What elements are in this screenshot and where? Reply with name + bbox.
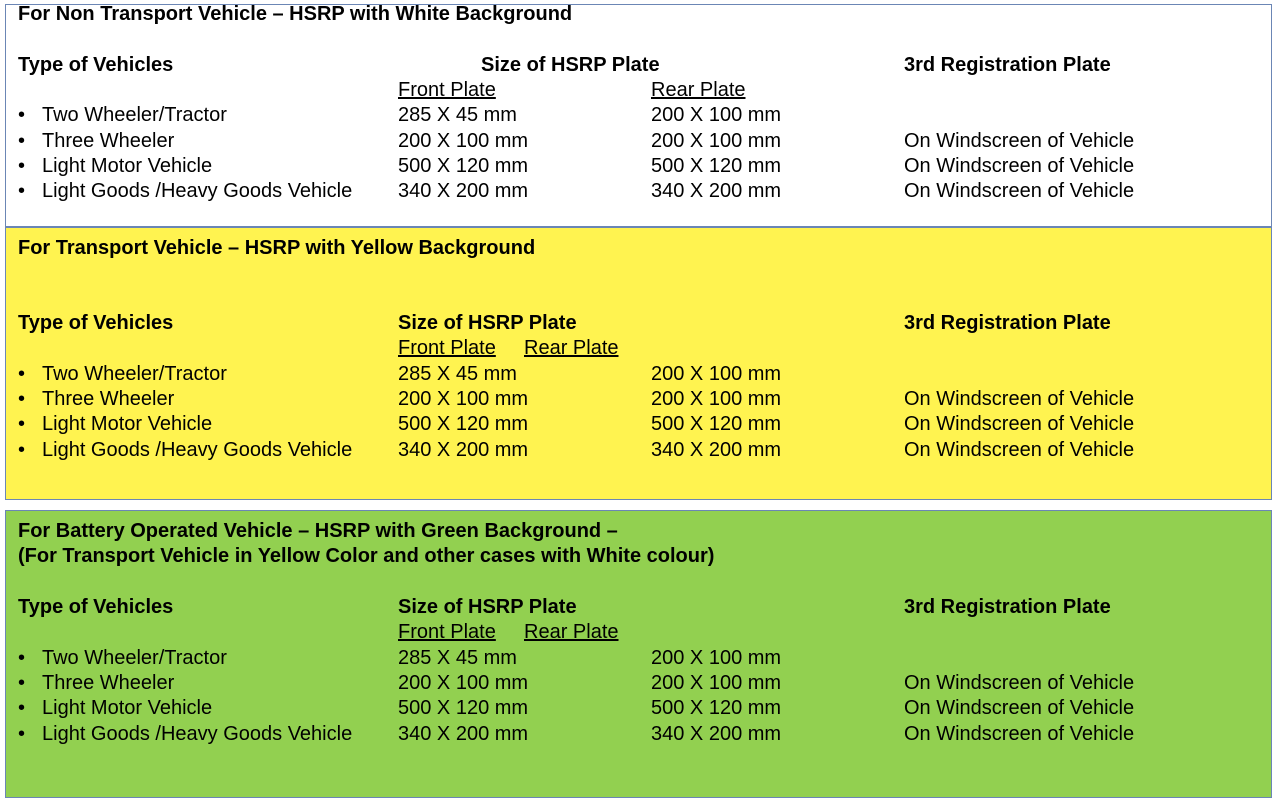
header-3rd-registration-plate: 3rd Registration Plate (904, 54, 1111, 76)
rear-plate-size: 340 X 200 mm (651, 180, 782, 202)
rear-plate-size: 200 X 100 mm (651, 130, 782, 152)
header-size-of-hsrp-plate: Size of HSRP Plate (398, 596, 577, 618)
bullet: • (18, 697, 26, 719)
front-plate-size: 285 X 45 mm (398, 363, 517, 385)
vehicle-type: Light Motor Vehicle (42, 413, 213, 435)
bullet: • (18, 388, 26, 410)
header-size-of-hsrp-plate: Size of HSRP Plate (398, 312, 577, 334)
rear-plate-size: 200 X 100 mm (651, 363, 782, 385)
third-plate: On Windscreen of Vehicle (904, 388, 1135, 410)
vehicle-type: Two Wheeler/Tractor (42, 363, 227, 385)
third-plate: On Windscreen of Vehicle (904, 439, 1135, 461)
front-plate-size: 200 X 100 mm (398, 130, 529, 152)
vehicle-type: Three Wheeler (42, 130, 175, 152)
rear-plate-size: 340 X 200 mm (651, 439, 782, 461)
rear-plate-size: 200 X 100 mm (651, 104, 782, 126)
front-plate-size: 500 X 120 mm (398, 155, 529, 177)
header-type-of-vehicles: Type of Vehicles (18, 596, 174, 618)
subheader-front-plate: Front Plate (398, 79, 496, 101)
third-plate: On Windscreen of Vehicle (904, 723, 1135, 745)
third-plate: On Windscreen of Vehicle (904, 697, 1135, 719)
rear-plate-size: 500 X 120 mm (651, 155, 782, 177)
rear-plate-size: 500 X 120 mm (651, 413, 782, 435)
header-size-of-hsrp-plate: Size of HSRP Plate (481, 54, 660, 76)
vehicle-type: Light Motor Vehicle (42, 697, 213, 719)
vehicle-type: Light Goods /Heavy Goods Vehicle (42, 180, 353, 202)
header-type-of-vehicles: Type of Vehicles (18, 312, 174, 334)
rear-plate-size: 340 X 200 mm (651, 723, 782, 745)
bullet: • (18, 180, 26, 202)
subheader-rear-plate: Rear Plate (524, 337, 619, 359)
bullet: • (18, 363, 26, 385)
bullet: • (18, 439, 26, 461)
vehicle-type: Two Wheeler/Tractor (42, 104, 227, 126)
front-plate-size: 285 X 45 mm (398, 104, 517, 126)
section-yellow-background (5, 227, 1272, 500)
front-plate-size: 340 X 200 mm (398, 723, 529, 745)
bullet: • (18, 413, 26, 435)
subheader-front-plate: Front Plate (398, 621, 496, 643)
front-plate-size: 500 X 120 mm (398, 413, 529, 435)
vehicle-type: Light Goods /Heavy Goods Vehicle (42, 439, 353, 461)
third-plate: On Windscreen of Vehicle (904, 155, 1135, 177)
vehicle-type: Three Wheeler (42, 388, 175, 410)
bullet: • (18, 104, 26, 126)
vehicle-type: Light Motor Vehicle (42, 155, 213, 177)
header-3rd-registration-plate: 3rd Registration Plate (904, 596, 1111, 618)
subheader-front-plate: Front Plate (398, 337, 496, 359)
section-title: For Battery Operated Vehicle – HSRP with Green Background – (18, 520, 618, 542)
vehicle-type: Two Wheeler/Tractor (42, 647, 227, 669)
vehicle-type: Three Wheeler (42, 672, 175, 694)
third-plate: On Windscreen of Vehicle (904, 130, 1135, 152)
section-green-background (5, 510, 1272, 798)
vehicle-type: Light Goods /Heavy Goods Vehicle (42, 723, 353, 745)
front-plate-size: 200 X 100 mm (398, 672, 529, 694)
bullet: • (18, 155, 26, 177)
bullet: • (18, 723, 26, 745)
subheader-rear-plate: Rear Plate (524, 621, 619, 643)
third-plate: On Windscreen of Vehicle (904, 672, 1135, 694)
header-type-of-vehicles: Type of Vehicles (18, 54, 174, 76)
bullet: • (18, 130, 26, 152)
front-plate-size: 340 X 200 mm (398, 180, 529, 202)
third-plate: On Windscreen of Vehicle (904, 413, 1135, 435)
front-plate-size: 340 X 200 mm (398, 439, 529, 461)
rear-plate-size: 200 X 100 mm (651, 672, 782, 694)
rear-plate-size: 200 X 100 mm (651, 388, 782, 410)
section-subtitle: (For Transport Vehicle in Yellow Color and other cases with White colour) (18, 545, 715, 567)
section-title: For Transport Vehicle – HSRP with Yellow Background (18, 237, 536, 259)
front-plate-size: 285 X 45 mm (398, 647, 517, 669)
front-plate-size: 200 X 100 mm (398, 388, 529, 410)
bullet: • (18, 647, 26, 669)
subheader-rear-plate: Rear Plate (651, 79, 746, 101)
bullet: • (18, 672, 26, 694)
third-plate: On Windscreen of Vehicle (904, 180, 1135, 202)
front-plate-size: 500 X 120 mm (398, 697, 529, 719)
header-3rd-registration-plate: 3rd Registration Plate (904, 312, 1111, 334)
rear-plate-size: 200 X 100 mm (651, 647, 782, 669)
rear-plate-size: 500 X 120 mm (651, 697, 782, 719)
section-white-background (5, 4, 1272, 227)
section-title: For Non Transport Vehicle – HSRP with White Background (18, 3, 573, 25)
